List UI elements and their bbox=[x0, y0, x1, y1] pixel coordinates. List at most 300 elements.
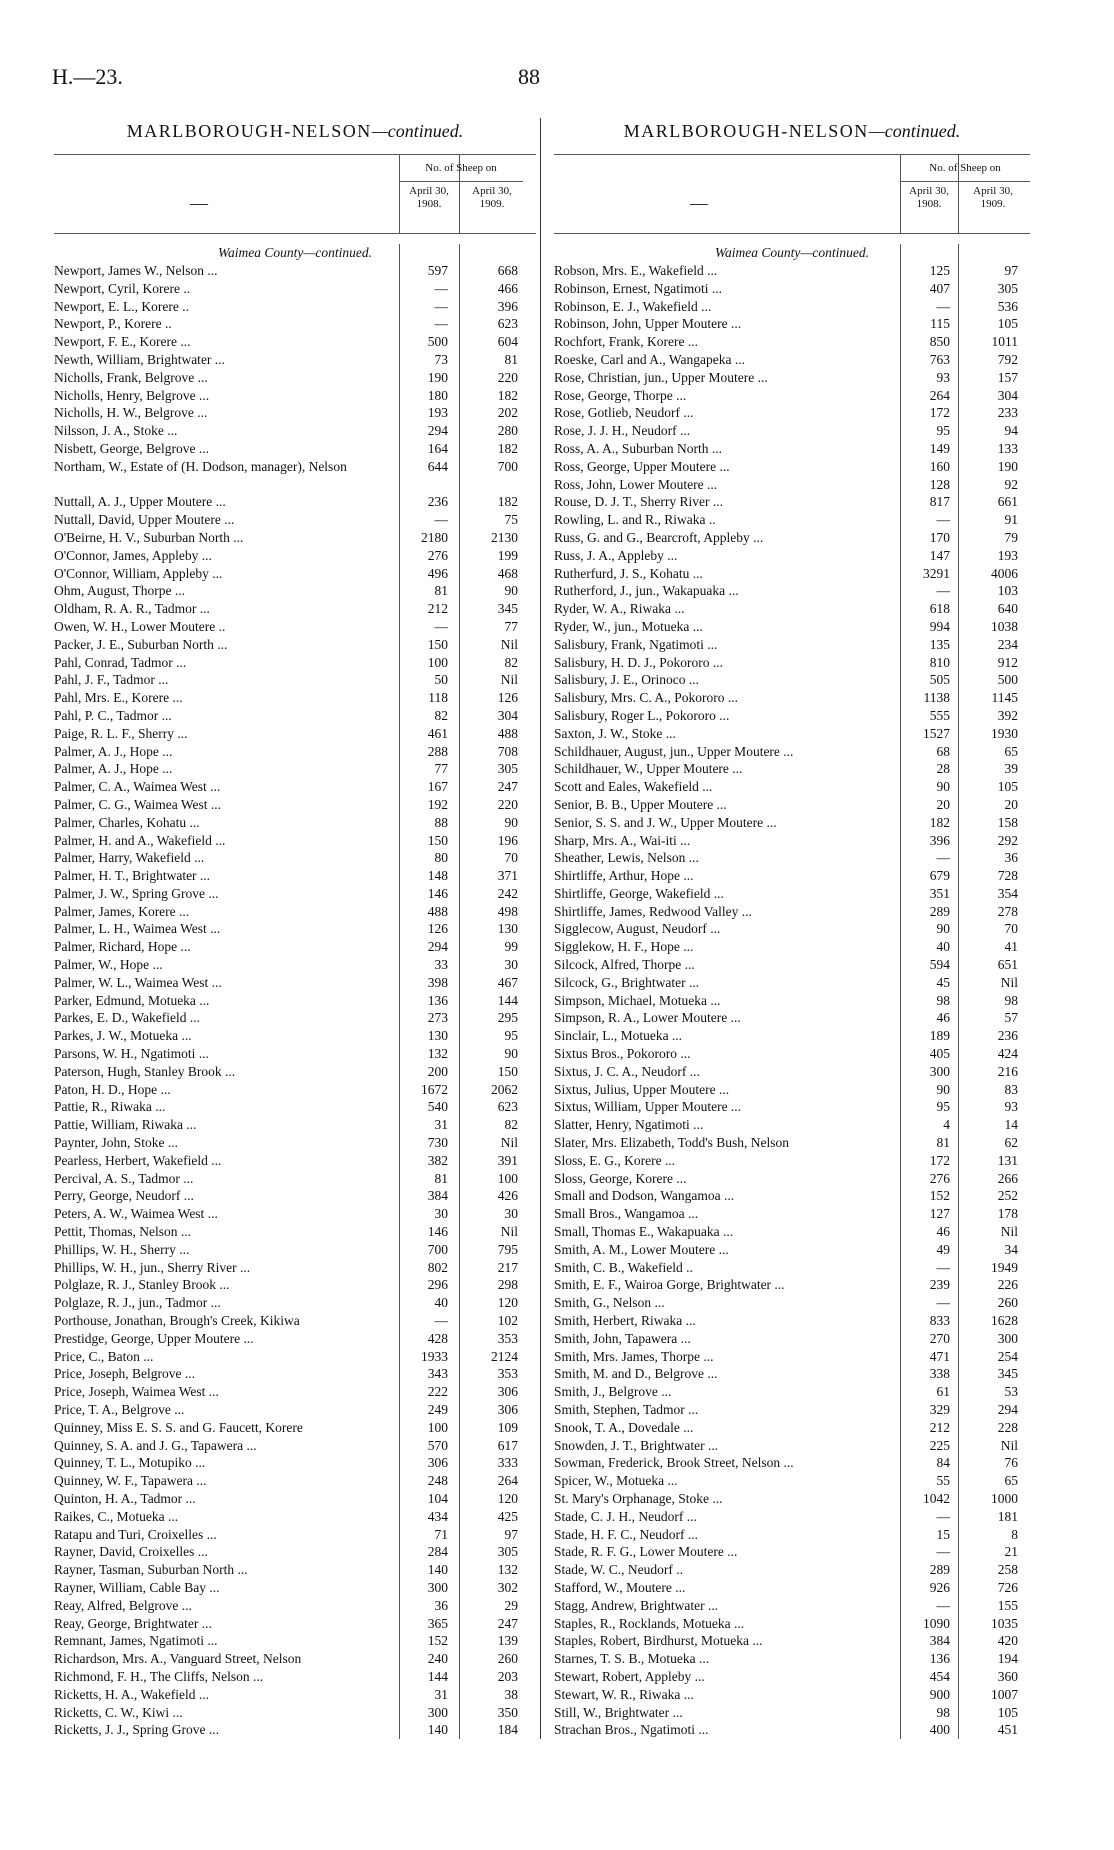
table-row bbox=[554, 1027, 1030, 1045]
table-row bbox=[554, 956, 1030, 974]
sheep-1908: 189 bbox=[929, 1028, 950, 1044]
sheep-1909: 30 bbox=[504, 1206, 518, 1222]
table-row bbox=[554, 1650, 1030, 1668]
sheep-1908: 118 bbox=[428, 690, 448, 706]
sheep-1908: 88 bbox=[434, 814, 448, 830]
table-row bbox=[54, 938, 536, 956]
sheep-1908: 115 bbox=[930, 316, 950, 332]
table-row bbox=[554, 1401, 1030, 1419]
sheep-1908: 338 bbox=[929, 1366, 950, 1382]
table-row bbox=[554, 1419, 1030, 1437]
table-row bbox=[554, 1454, 1030, 1472]
table-row bbox=[54, 440, 536, 458]
holder-name: Robinson, John, Upper Moutere ... bbox=[554, 316, 742, 332]
sheep-1908: 100 bbox=[427, 654, 448, 670]
sheep-1908: 398 bbox=[427, 974, 448, 990]
holder-name: Salisbury, Mrs. C. A., Pokororo ... bbox=[554, 690, 739, 706]
sheep-1909: 130 bbox=[497, 921, 518, 937]
sheep-1909: 194 bbox=[997, 1651, 1018, 1667]
sheep-1908: 276 bbox=[929, 1170, 950, 1186]
holder-name: Peters, A. W., Waimea West ... bbox=[54, 1206, 218, 1222]
sheep-1908: 15 bbox=[936, 1526, 950, 1542]
sheep-1909: 466 bbox=[497, 280, 518, 296]
holder-name: Newport, P., Korere .. bbox=[54, 316, 172, 332]
table-row bbox=[54, 796, 536, 814]
holder-name: Paige, R. L. F., Sherry ... bbox=[54, 725, 188, 741]
sheep-1908: 1138 bbox=[923, 690, 950, 706]
sheep-1909: 103 bbox=[997, 583, 1018, 599]
holder-name: Rutherford, J., jun., Wakapuaka ... bbox=[554, 583, 739, 599]
table-row bbox=[554, 1205, 1030, 1223]
holder-name: Parkes, E. D., Wakefield ... bbox=[54, 1010, 201, 1026]
holder-name: Still, W., Brightwater ... bbox=[554, 1704, 683, 1720]
table-row bbox=[54, 1330, 536, 1348]
table-row bbox=[54, 636, 536, 654]
sheep-1908: 182 bbox=[929, 814, 950, 830]
sheep-1908: 33 bbox=[434, 957, 448, 973]
holder-name: Staples, Robert, Birdhurst, Motueka ... bbox=[554, 1633, 763, 1649]
table-row bbox=[54, 565, 536, 583]
table-row bbox=[554, 440, 1030, 458]
sheep-1908: 730 bbox=[427, 1135, 448, 1151]
table-row bbox=[554, 1241, 1030, 1259]
sheep-1909: 132 bbox=[497, 1562, 518, 1578]
table-row bbox=[54, 404, 536, 422]
table-row bbox=[554, 1063, 1030, 1081]
sheep-1908: 84 bbox=[936, 1455, 950, 1471]
sheep-1909: Nil bbox=[1000, 974, 1018, 990]
sheep-1909: 371 bbox=[497, 868, 518, 884]
table-row bbox=[554, 867, 1030, 885]
sheep-1909: 105 bbox=[997, 1704, 1018, 1720]
table-row bbox=[54, 458, 536, 494]
holder-name: Palmer, W. L., Waimea West ... bbox=[54, 974, 222, 990]
sheep-1908: 46 bbox=[936, 1224, 950, 1240]
holder-name: Phillips, W. H., jun., Sherry River ... bbox=[54, 1259, 251, 1275]
sheep-1908: 104 bbox=[427, 1490, 448, 1506]
holder-name: Richmond, F. H., The Cliffs, Nelson ... bbox=[54, 1668, 264, 1684]
sheep-1909: 90 bbox=[504, 583, 518, 599]
holder-name: Palmer, Charles, Kohatu ... bbox=[54, 814, 200, 830]
holder-name: Ricketts, H. A., Wakefield ... bbox=[54, 1686, 210, 1702]
table-row bbox=[554, 1134, 1030, 1152]
holder-name: Rose, George, Thorpe ... bbox=[554, 387, 687, 403]
sheep-1909: 536 bbox=[997, 298, 1018, 314]
sheep-1908: 55 bbox=[936, 1473, 950, 1489]
table-row bbox=[54, 849, 536, 867]
sheep-1909: 133 bbox=[997, 440, 1018, 456]
county-heading: Waimea County—continued. bbox=[715, 245, 869, 260]
section-title: MARLBOROUGH-NELSON—continued. bbox=[126, 121, 464, 141]
table-row bbox=[54, 832, 536, 850]
sheep-1908: 1933 bbox=[421, 1348, 448, 1364]
holder-name: Simpson, R. A., Lower Moutere ... bbox=[554, 1010, 741, 1026]
holder-name: Strachan Bros., Ngatimoti ... bbox=[554, 1722, 709, 1738]
sheep-1908: 461 bbox=[427, 725, 448, 741]
holder-name: Perry, George, Neudorf ... bbox=[54, 1188, 194, 1204]
holder-name: Palmer, L. H., Waimea West ... bbox=[54, 921, 221, 937]
holder-name: Polglaze, R. J., jun., Tadmor ... bbox=[54, 1295, 221, 1311]
table-row bbox=[554, 1294, 1030, 1312]
sheep-1908: — bbox=[434, 618, 448, 634]
table-body bbox=[54, 244, 536, 1739]
table-row bbox=[54, 529, 536, 547]
sheep-1909: 82 bbox=[504, 654, 518, 670]
table-row bbox=[554, 1437, 1030, 1455]
sheep-1909: 651 bbox=[997, 957, 1018, 973]
holder-name: Parkes, J. W., Motueka ... bbox=[54, 1028, 192, 1044]
sheep-1909: 661 bbox=[997, 494, 1018, 510]
sheep-1909: 294 bbox=[997, 1402, 1018, 1417]
holder-name: Northam, W., Estate of (H. Dodson, manager), Nelson bbox=[54, 458, 347, 474]
sheep-1908: 540 bbox=[427, 1099, 448, 1115]
holder-name: O'Beirne, H. V., Suburban North ... bbox=[54, 529, 244, 545]
holder-name: Nicholls, H. W., Belgrove ... bbox=[54, 405, 208, 421]
holder-name: Parker, Edmund, Motueka ... bbox=[54, 992, 210, 1008]
table-row bbox=[54, 1490, 536, 1508]
sheep-1908: — bbox=[434, 512, 448, 528]
table-row bbox=[54, 1365, 536, 1383]
holder-name: Salisbury, H. D. J., Pokororo ... bbox=[554, 654, 724, 670]
holder-name: Schildhauer, W., Upper Moutere ... bbox=[554, 761, 743, 777]
sheep-1908: 396 bbox=[929, 832, 950, 848]
sheep-1909: 396 bbox=[497, 298, 518, 314]
holder-name: Stade, W. C., Neudorf .. bbox=[554, 1562, 683, 1578]
holder-name: Rose, Christian, jun., Upper Moutere ... bbox=[554, 369, 768, 385]
sheep-1909: 353 bbox=[497, 1366, 518, 1382]
table-row bbox=[54, 1419, 536, 1437]
sheep-1909: 14 bbox=[1004, 1117, 1018, 1133]
sheep-1909: Nil bbox=[1000, 1224, 1018, 1240]
sheep-1908: 407 bbox=[929, 280, 950, 296]
sheep-1909: 20 bbox=[1004, 796, 1018, 812]
table-row bbox=[554, 707, 1030, 725]
sheep-1908: 46 bbox=[936, 1010, 950, 1026]
holder-name: Packer, J. E., Suburban North ... bbox=[54, 636, 228, 652]
sheep-1908: 597 bbox=[427, 263, 448, 278]
table-row bbox=[54, 1348, 536, 1366]
sheep-1908: 570 bbox=[427, 1437, 448, 1453]
sheep-1909: 30 bbox=[504, 957, 518, 973]
table-row bbox=[54, 956, 536, 974]
sheep-1908: 428 bbox=[427, 1330, 448, 1346]
sheep-1909: 105 bbox=[997, 316, 1018, 332]
sheep-1908: 164 bbox=[427, 440, 448, 456]
holder-name: Quinney, S. A. and J. G., Tapawera ... bbox=[54, 1437, 257, 1453]
table-row bbox=[554, 1579, 1030, 1597]
sheep-1909: 260 bbox=[997, 1295, 1018, 1311]
table-row bbox=[54, 600, 536, 618]
sheep-1908: 193 bbox=[427, 405, 448, 421]
holder-name: Sixtus, William, Upper Moutere ... bbox=[554, 1099, 742, 1115]
page-number: 88 bbox=[518, 64, 540, 89]
sheep-1908: 496 bbox=[427, 565, 448, 581]
sheep-1908: — bbox=[936, 583, 950, 599]
sheep-1909: 190 bbox=[997, 458, 1018, 474]
table-row bbox=[54, 1170, 536, 1188]
sheep-1908: 90 bbox=[936, 921, 950, 937]
sheep-1908: 270 bbox=[929, 1330, 950, 1346]
sheep-1909: 216 bbox=[997, 1063, 1018, 1079]
table-row bbox=[54, 1561, 536, 1579]
holder-name: Pahl, P. C., Tadmor ... bbox=[54, 707, 172, 723]
table-row bbox=[54, 1009, 536, 1027]
sheep-1909: 298 bbox=[497, 1277, 518, 1293]
holder-name: Snowden, J. T., Brightwater ... bbox=[554, 1437, 719, 1453]
holder-name: Starnes, T. S. B., Motueka ... bbox=[554, 1651, 710, 1667]
header-group-label: No. of Sheep on bbox=[900, 155, 1030, 182]
table-row bbox=[554, 1721, 1030, 1739]
sheep-1908: 225 bbox=[929, 1437, 950, 1453]
sheep-1909: 467 bbox=[497, 974, 518, 990]
sheep-1908: 50 bbox=[434, 672, 448, 688]
sheep-1909: 184 bbox=[497, 1722, 518, 1738]
sheep-1909: 193 bbox=[997, 547, 1018, 563]
sheep-1908: — bbox=[936, 1544, 950, 1560]
table-row bbox=[554, 493, 1030, 511]
sheep-1908: — bbox=[936, 512, 950, 528]
holder-name: Smith, G., Nelson ... bbox=[554, 1295, 665, 1311]
table-row bbox=[54, 369, 536, 387]
sheep-1908: 1090 bbox=[923, 1615, 950, 1631]
sheep-1908: 130 bbox=[427, 1028, 448, 1044]
table-row bbox=[54, 1632, 536, 1650]
holder-name: Ricketts, C. W., Kiwi ... bbox=[54, 1704, 183, 1720]
sheep-1909: Nil bbox=[500, 672, 518, 688]
table-row bbox=[554, 1490, 1030, 1508]
sheep-1909: 333 bbox=[497, 1455, 518, 1471]
holder-name: Smith, Stephen, Tadmor ... bbox=[554, 1402, 699, 1417]
sheep-1908: 146 bbox=[427, 885, 448, 901]
holder-name: Pattie, R., Riwaka ... bbox=[54, 1099, 166, 1115]
table-row bbox=[554, 760, 1030, 778]
table-row bbox=[54, 511, 536, 529]
sheep-1908: 488 bbox=[427, 903, 448, 919]
holder-name: Smith, Mrs. James, Thorpe ... bbox=[554, 1348, 714, 1364]
holder-name: Stewart, Robert, Appleby ... bbox=[554, 1668, 705, 1684]
table-row bbox=[54, 1312, 536, 1330]
table-row bbox=[54, 1152, 536, 1170]
sheep-1909: 792 bbox=[997, 351, 1018, 367]
sheep-1908: — bbox=[434, 298, 448, 314]
sheep-1908: 170 bbox=[929, 529, 950, 545]
holder-name: Smith, J., Belgrove ... bbox=[554, 1384, 672, 1400]
sheep-1909: 99 bbox=[504, 939, 518, 955]
sheep-1908: 294 bbox=[427, 423, 448, 439]
table-row bbox=[54, 1704, 536, 1722]
sheep-1909: 236 bbox=[997, 1028, 1018, 1044]
table-row bbox=[54, 280, 536, 298]
sheep-1908: 127 bbox=[929, 1206, 950, 1222]
sheep-1908: 679 bbox=[929, 868, 950, 884]
sheep-1909: 304 bbox=[497, 707, 518, 723]
sheep-1909: 728 bbox=[997, 868, 1018, 884]
sheep-1908: — bbox=[936, 1259, 950, 1275]
sheep-1909: 668 bbox=[497, 263, 518, 278]
sheep-1909: Nil bbox=[500, 636, 518, 652]
table-row bbox=[554, 565, 1030, 583]
holder-name: Parsons, W. H., Ngatimoti ... bbox=[54, 1046, 209, 1062]
sheep-1908: 180 bbox=[427, 387, 448, 403]
table-row bbox=[554, 1704, 1030, 1722]
sheep-1909: 228 bbox=[997, 1419, 1018, 1435]
sheep-1909: 1007 bbox=[991, 1686, 1018, 1702]
holder-name: Pettit, Thomas, Nelson ... bbox=[54, 1224, 191, 1240]
holder-name: Newport, James W., Nelson ... bbox=[54, 263, 218, 278]
holder-name: Palmer, A. J., Hope ... bbox=[54, 761, 173, 777]
sheep-1908: 68 bbox=[936, 743, 950, 759]
table-row bbox=[54, 903, 536, 921]
table-row bbox=[54, 1134, 536, 1152]
table-row bbox=[554, 849, 1030, 867]
table-row bbox=[54, 654, 536, 672]
table-row bbox=[554, 1045, 1030, 1063]
sheep-1908: 300 bbox=[427, 1579, 448, 1595]
sheep-1908: — bbox=[434, 280, 448, 296]
table-row bbox=[554, 529, 1030, 547]
holder-name: Paton, H. D., Hope ... bbox=[54, 1081, 171, 1097]
table-row bbox=[54, 1454, 536, 1472]
table-row bbox=[554, 938, 1030, 956]
holder-name: Sloss, E. G., Korere ... bbox=[554, 1152, 676, 1168]
holder-name: Palmer, J. W., Spring Grove ... bbox=[54, 885, 219, 901]
holder-name: Quinney, Miss E. S. S. and G. Faucett, Korere bbox=[54, 1419, 303, 1435]
sheep-1909: 144 bbox=[497, 992, 518, 1008]
holder-name: Sloss, George, Korere ... bbox=[554, 1170, 687, 1186]
table-row bbox=[54, 1526, 536, 1544]
sheep-1908: 926 bbox=[929, 1579, 950, 1595]
sheep-1908: 248 bbox=[427, 1473, 448, 1489]
holder-name: Price, Joseph, Belgrove ... bbox=[54, 1366, 195, 1382]
holder-name: Raikes, C., Motueka ... bbox=[54, 1508, 179, 1524]
table-row bbox=[54, 582, 536, 600]
table-row bbox=[554, 1561, 1030, 1579]
sheep-1909: 451 bbox=[997, 1722, 1018, 1738]
sheep-1909: 220 bbox=[497, 369, 518, 385]
holder-name: Staples, R., Rocklands, Motueka ... bbox=[554, 1615, 745, 1631]
sheep-1909: 247 bbox=[497, 779, 518, 795]
table-row bbox=[54, 814, 536, 832]
sheep-1909: 392 bbox=[997, 707, 1018, 723]
holder-name: Pahl, J. F., Tadmor ... bbox=[54, 672, 169, 688]
table-row bbox=[54, 992, 536, 1010]
table-row bbox=[554, 547, 1030, 565]
sheep-1909: 247 bbox=[497, 1615, 518, 1631]
holder-name: Salisbury, Roger L., Pokororo ... bbox=[554, 707, 730, 723]
table-row bbox=[54, 671, 536, 689]
sheep-1909: 305 bbox=[497, 761, 518, 777]
table-row bbox=[54, 1116, 536, 1134]
table-row bbox=[54, 1668, 536, 1686]
sheep-1909: Nil bbox=[500, 1135, 518, 1151]
holder-name: Rayner, William, Cable Bay ... bbox=[54, 1579, 220, 1595]
holder-name: Roeske, Carl and A., Wangapeka ... bbox=[554, 351, 745, 367]
sheep-1908: 71 bbox=[434, 1526, 448, 1542]
sheep-1908: 125 bbox=[929, 263, 950, 278]
sheep-1909: Nil bbox=[1000, 1437, 1018, 1453]
sheep-1908: 555 bbox=[929, 707, 950, 723]
sheep-1908: 132 bbox=[427, 1046, 448, 1062]
sheep-1908: 73 bbox=[434, 351, 448, 367]
sheep-1909: 604 bbox=[497, 334, 518, 350]
sheep-1909: 21 bbox=[1004, 1544, 1018, 1560]
sheep-1908: 802 bbox=[427, 1259, 448, 1275]
sheep-1908: 31 bbox=[434, 1117, 448, 1133]
sheep-1909: 95 bbox=[504, 1028, 518, 1044]
holder-name: Rochfort, Frank, Korere ... bbox=[554, 334, 698, 350]
sheep-1909: 304 bbox=[997, 387, 1018, 403]
sheep-1909: 425 bbox=[497, 1508, 518, 1524]
sheep-1909: 75 bbox=[504, 512, 518, 528]
table-row bbox=[54, 1721, 536, 1739]
sheep-1908: 850 bbox=[929, 334, 950, 350]
holder-name: Pahl, Mrs. E., Korere ... bbox=[54, 690, 183, 706]
table-row bbox=[554, 743, 1030, 761]
holder-name: Robson, Mrs. E., Wakefield ... bbox=[554, 263, 718, 278]
sheep-1909: 302 bbox=[497, 1579, 518, 1595]
sheep-1909: 100 bbox=[497, 1170, 518, 1186]
sheep-1909: 81 bbox=[504, 351, 518, 367]
sheep-1909: 83 bbox=[1004, 1081, 1018, 1097]
sheep-1908: — bbox=[434, 1313, 448, 1329]
table-row bbox=[54, 422, 536, 440]
holder-name: Ricketts, J. J., Spring Grove ... bbox=[54, 1722, 219, 1738]
sheep-1908: 28 bbox=[936, 761, 950, 777]
sheep-1909: 182 bbox=[497, 494, 518, 510]
sheep-1909: 1949 bbox=[991, 1259, 1018, 1275]
sheep-1909: 726 bbox=[997, 1579, 1018, 1595]
sheep-1909: 90 bbox=[504, 814, 518, 830]
sheep-1908: — bbox=[936, 850, 950, 866]
table-row bbox=[54, 920, 536, 938]
sheep-1909: 76 bbox=[1004, 1455, 1018, 1471]
sheep-1909: 360 bbox=[997, 1668, 1018, 1684]
holder-name: Rouse, D. J. T., Sherry River ... bbox=[554, 494, 723, 510]
holder-name: Palmer, C. G., Waimea West ... bbox=[54, 796, 222, 812]
header-col-1908: April 30, 1908. bbox=[909, 185, 949, 210]
sheep-1908: 833 bbox=[929, 1313, 950, 1329]
holder-name: Palmer, Richard, Hope ... bbox=[54, 939, 191, 955]
holder-name: Owen, W. H., Lower Moutere .. bbox=[54, 618, 226, 634]
table-row bbox=[54, 387, 536, 405]
sheep-1909: 94 bbox=[1004, 423, 1018, 439]
sheep-1909: 640 bbox=[997, 601, 1018, 617]
holder-name: Nuttall, A. J., Upper Moutere ... bbox=[54, 494, 226, 510]
sheep-1909: 199 bbox=[497, 547, 518, 563]
table-row bbox=[554, 832, 1030, 850]
sheep-1909: 234 bbox=[997, 636, 1018, 652]
sheep-1908: 200 bbox=[427, 1063, 448, 1079]
sheep-1908: 212 bbox=[929, 1419, 950, 1435]
holder-name: Richardson, Mrs. A., Vanguard Street, Nelson bbox=[54, 1651, 302, 1667]
holder-name: Rose, J. J. H., Neudorf ... bbox=[554, 423, 691, 439]
holder-name: Stade, C. J. H., Neudorf ... bbox=[554, 1508, 697, 1524]
sheep-1908: 61 bbox=[936, 1384, 950, 1400]
sheep-1909: 8 bbox=[1011, 1526, 1018, 1542]
sheep-1908: 90 bbox=[936, 779, 950, 795]
sheep-1909: 4006 bbox=[991, 565, 1018, 581]
holder-name: Rowling, L. and R., Riwaka .. bbox=[554, 512, 716, 528]
table-row bbox=[554, 511, 1030, 529]
table-row bbox=[554, 1330, 1030, 1348]
sheep-1908: — bbox=[936, 1295, 950, 1311]
sheep-1909: 500 bbox=[997, 672, 1018, 688]
sheep-1908: 30 bbox=[434, 1206, 448, 1222]
sheep-1909: 217 bbox=[497, 1259, 518, 1275]
holder-name: Slatter, Henry, Ngatimoti ... bbox=[554, 1117, 704, 1133]
sheep-1908: 90 bbox=[936, 1081, 950, 1097]
table-row bbox=[554, 1383, 1030, 1401]
